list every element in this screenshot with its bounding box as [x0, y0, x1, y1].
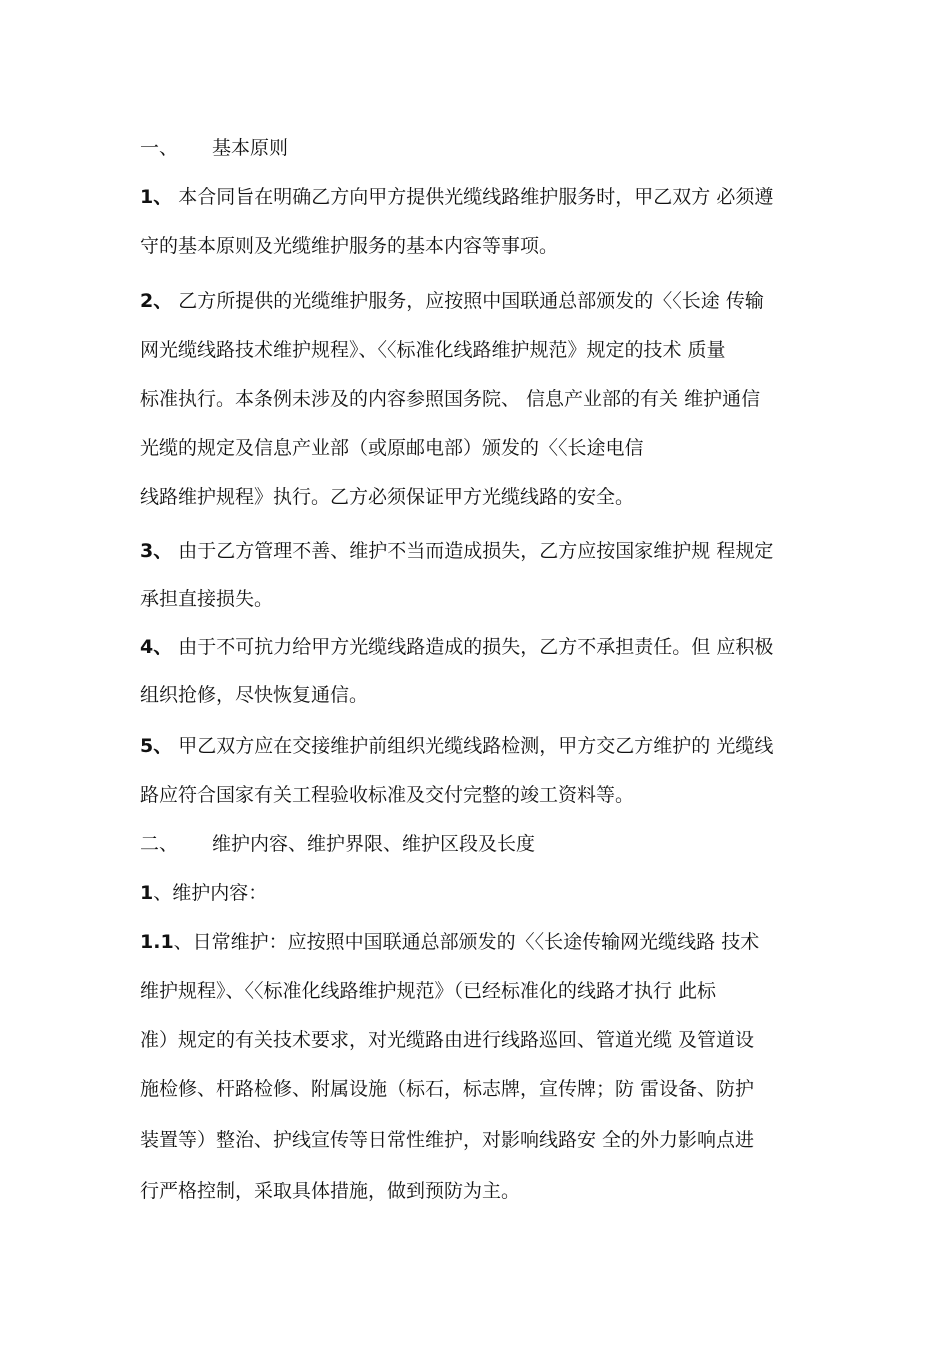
subsection-number: 1.1: [140, 931, 174, 953]
paragraph-line: [140, 634, 820, 660]
paragraph-text: 甲乙双方应在交接维护前组织光缆线路检测，甲方交乙方维护的 光缆线: [172, 735, 774, 757]
paragraph-line: [140, 288, 820, 314]
paragraph-line: [140, 1076, 820, 1102]
paragraph-text: 装置等）整治、护线宣传等日常性维护，对影响线路安 全的外力影响点进: [140, 1129, 755, 1151]
paragraph-text: 线路维护规程》执行。乙方必须保证甲方光缆线路的安全。: [140, 486, 635, 508]
paragraph-text: 乙方所提供的光缆维护服务，应按照中国联通总部颁发的〈〈长途 传输: [172, 290, 764, 312]
section-title: 基本原则: [212, 137, 289, 159]
paragraph-text: 网光缆线路技术维护规程》、〈〈标准化线路维护规范》规定的技术 质量: [140, 339, 726, 361]
paragraph-line: [140, 233, 820, 259]
subsection-title: 、维护内容：: [153, 882, 268, 904]
paragraph-line: [140, 538, 820, 564]
paragraph-line: [140, 1178, 820, 1204]
paragraph-line: [140, 435, 820, 461]
item-number: 3、: [140, 540, 173, 562]
section-heading-1: [140, 135, 820, 161]
paragraph-line: [140, 484, 820, 510]
paragraph-text: 承担直接损失。: [140, 588, 274, 610]
item-number: 2、: [140, 290, 173, 312]
paragraph-text: 标准执行。本条例未涉及的内容参照国务院、 信息产业部的有关 维护通信: [140, 388, 761, 410]
paragraph-text: 、日常维护：应按照中国联通总部颁发的〈〈长途传输网光缆线路 技术: [173, 931, 760, 953]
section-heading-2: [140, 831, 820, 857]
paragraph-text: 行严格控制，采取具体措施，做到预防为主。: [140, 1180, 521, 1202]
paragraph-line: [140, 184, 820, 210]
item-number: 4、: [140, 636, 173, 658]
paragraph-text: 由于乙方管理不善、维护不当而造成损失，乙方应按国家维护规 程规定: [172, 540, 774, 562]
paragraph-line: [140, 733, 820, 759]
paragraph-text: 路应符合国家有关工程验收标准及交付完整的竣工资料等。: [140, 784, 635, 806]
paragraph-line: [140, 1127, 820, 1153]
section-number: 二、: [140, 833, 179, 855]
paragraph-line: [140, 782, 820, 808]
paragraph-text: 准）规定的有关技术要求，对光缆路由进行线路巡回、管道光缆 及管道设: [140, 1029, 755, 1051]
paragraph-text: 本合同旨在明确乙方向甲方提供光缆线路维护服务时，甲乙双方 必须遵: [172, 186, 774, 208]
subsection-heading: [140, 880, 820, 906]
paragraph-line: [140, 337, 820, 363]
item-number: 1、: [140, 186, 173, 208]
subsection-number: 1: [140, 882, 154, 904]
paragraph-line: [140, 682, 820, 708]
paragraph-line: [140, 929, 820, 955]
paragraph-line: [140, 978, 820, 1004]
section-title: 维护内容、维护界限、维护区段及长度: [212, 833, 536, 855]
paragraph-text: 守的基本原则及光缆维护服务的基本内容等事项。: [140, 235, 559, 257]
paragraph-text: 维护规程》、〈〈标准化线路维护规范》（已经标准化的线路才执行 此标: [140, 980, 717, 1002]
paragraph-text: 组织抢修，尽快恢复通信。: [140, 684, 369, 706]
paragraph-text: 由于不可抗力给甲方光缆线路造成的损失，乙方不承担责任。但 应积极: [172, 636, 774, 658]
paragraph-text: 施检修、杆路检修、附属设施（标石，标志牌，宣传牌；防 雷设备、防护: [140, 1078, 755, 1100]
paragraph-text: 光缆的规定及信息产业部（或原邮电部）颁发的〈〈长途电信: [140, 437, 644, 459]
paragraph-line: [140, 586, 820, 612]
section-number: 一、: [140, 137, 179, 159]
item-number: 5、: [140, 735, 173, 757]
paragraph-line: [140, 386, 820, 412]
paragraph-line: [140, 1027, 820, 1053]
